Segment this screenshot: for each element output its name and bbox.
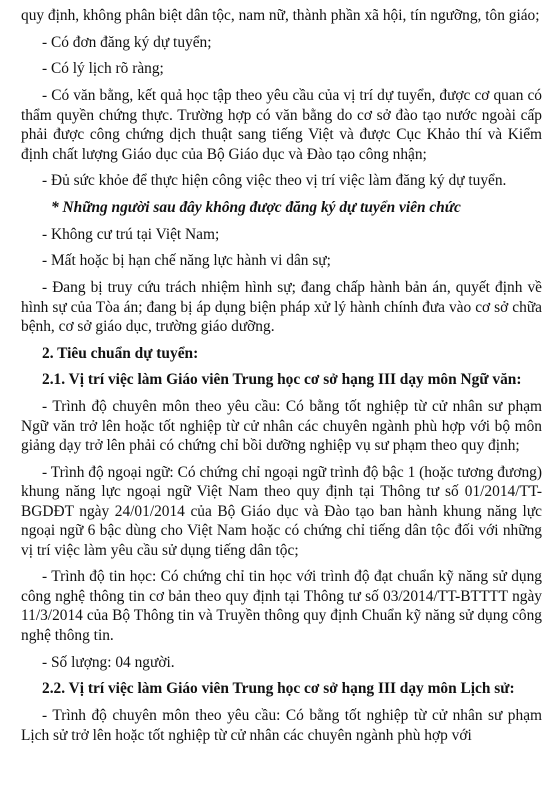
requirement-diploma: - Có văn bằng, kết quả học tập theo yêu cầu của vị trí dự tuyển, được cơ quan có thẩm quyền chứng thực. Trường hợp có văn bằng do cơ sở đào tạo nước ngoài cấp phải được công chứng dịch thuật sang tiếng Việt và được Cục Khảo thí và Kiểm định chất lượng Giáo dục của Bộ Giáo dục và Đào tạo công nhận;	[21, 87, 542, 163]
section-2-1-heading: 2.1. Vị trí việc làm Giáo viên Trung học cơ sở hạng III dạy môn Ngữ văn:	[42, 371, 522, 389]
requirement-clear-background: - Có lý lịch rõ ràng;	[42, 60, 164, 78]
ineligible-heading: * Những người sau đây không được đăng ký dự tuyển viên chức	[51, 198, 461, 216]
ineligible-residence: - Không cư trú tại Việt Nam;	[42, 225, 220, 243]
ineligible-criminal: - Đang bị truy cứu trách nhiệm hình sự; đang chấp hành bản án, quyết định về hình sự của Tòa án; đang bị áp dụng biện pháp xử lý hành chính đưa vào cơ sở chữa bệnh, cơ sở giáo dục, trường giáo dưỡng.	[21, 279, 542, 335]
ineligible-capacity: - Mất hoặc bị hạn chế năng lực hành vi dân sự;	[42, 252, 331, 270]
requirement-health: - Đủ sức khỏe để thực hiện công việc theo vị trí việc làm đăng ký dự tuyển.	[42, 172, 507, 190]
paragraph-continuation: quy định, không phân biệt dân tộc, nam nữ, thành phần xã hội, tín ngưỡng, tôn giáo;	[21, 7, 540, 24]
requirement-application-form: - Có đơn đăng ký dự tuyển;	[42, 33, 212, 51]
section-2-1-it: - Trình độ tin học: Có chứng chỉ tin học với trình độ đạt chuẩn kỹ năng sử dụng công nghệ thông tin cơ bản theo quy định tại Thông tư số 03/2014/TT-BTTTT ngày 11/3/2014 của Bộ Thông tin và Truyền thông quy định Chuẩn kỹ năng sử dụng công nghệ thông tin.	[21, 568, 542, 644]
section-2-2-heading: 2.2. Vị trí việc làm Giáo viên Trung học cơ sở hạng III dạy môn Lịch sử:	[42, 680, 515, 698]
section-2-2-qualification: - Trình độ chuyên môn theo yêu cầu: Có bằng tốt nghiệp từ cử nhân sư phạm Lịch sử trở lên hoặc tốt nghiệp từ cử nhân các chuyên ngành phù hợp với	[21, 707, 542, 744]
section-2-1-qualification: - Trình độ chuyên môn theo yêu cầu: Có bằng tốt nghiệp từ cử nhân sư phạm Ngữ văn trở lên hoặc tốt nghiệp từ cử nhân các chuyên ngành phù hợp với bộ môn giảng dạy trở lên phải có chứng chỉ bồi dưỡng nghiệp vụ sư phạm theo quy định;	[21, 398, 542, 455]
section-2-1-quantity: - Số lượng: 04 người.	[42, 653, 175, 671]
section-2-1-language: - Trình độ ngoại ngữ: Có chứng chỉ ngoại ngữ trình độ bậc 1 (hoặc tương đương) khung năng lực ngoại ngữ Việt Nam theo quy định tại Thông tư số 01/2014/TT-BGDĐT ngày 24/01/2014 của Bộ Giáo dục và Đào tạo ban hành khung năng lực ngoại ngữ 6 bậc dùng cho Việt Nam hoặc có chứng chỉ tiếng dân tộc đối với những vị trí việc làm yêu cầu sử dụng tiếng dân tộc;	[21, 463, 542, 559]
section-2-heading: 2. Tiêu chuẩn dự tuyển:	[42, 344, 199, 362]
